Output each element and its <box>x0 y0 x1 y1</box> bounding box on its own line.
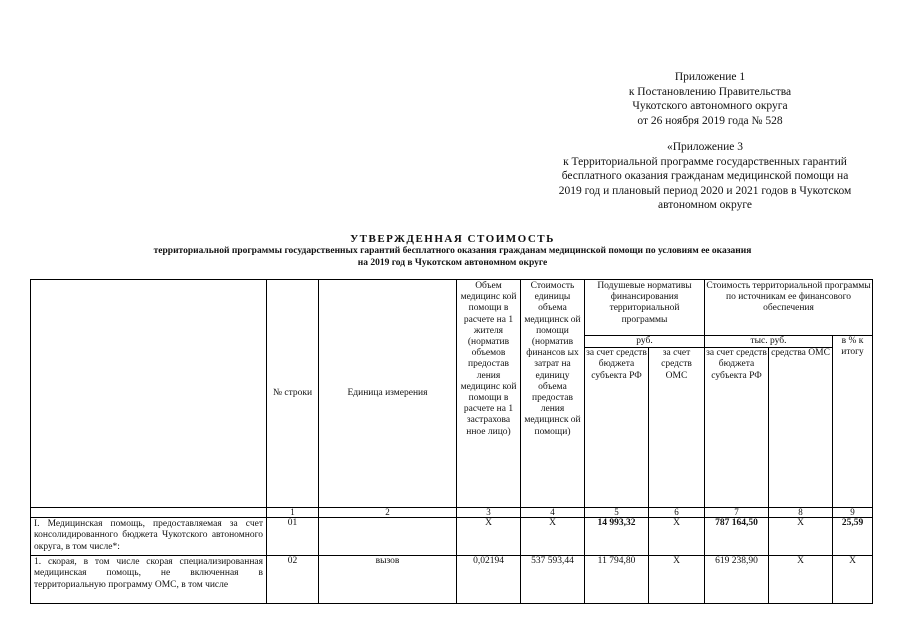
row-per-capita-oms: X <box>649 518 705 556</box>
column-number: 7 <box>705 508 769 518</box>
row-unit <box>319 518 457 556</box>
row-cost-oms: X <box>769 556 833 604</box>
column-number: 2 <box>319 508 457 518</box>
header-unit-cost: Стоимость единицы объема медицинск ой помощи (норматив финансов ых затрат на единицу объема предостав ления медицинск ой помощи) <box>521 280 585 508</box>
row-number: 02 <box>267 556 319 604</box>
row-unit-cost: 537 593,44 <box>521 556 585 604</box>
row-per-capita-budget: 14 993,32 <box>585 518 649 556</box>
column-number: 5 <box>585 508 649 518</box>
column-number: 6 <box>649 508 705 518</box>
header-per-capita-unit: руб. <box>585 336 705 348</box>
header-percent-total: в % к итогу <box>833 336 873 508</box>
annex-3-line: «Приложение 3 <box>666 141 744 153</box>
row-cost-budget: 619 238,90 <box>705 556 769 604</box>
row-label: 1. скорая, в том числе скорая специализированная медицинская помощь, не включенная в территориальную программу ОМС, в том числе <box>31 556 267 604</box>
document-subtitle-line-2: на 2019 год в Чукотском автономном округе <box>357 258 548 268</box>
row-per-capita-budget: 11 794,80 <box>585 556 649 604</box>
annex-1-line: Чукотского автономного округа <box>632 100 788 112</box>
row-cost-oms: X <box>769 518 833 556</box>
row-volume: 0,02194 <box>457 556 521 604</box>
table-row <box>31 556 873 604</box>
annex-3-line: 2019 год и плановый период 2020 и 2021 годов в Чукотском <box>558 184 852 197</box>
row-percent: X <box>833 556 873 604</box>
header-budget-rf-cost: за счет средств бюджета субъекта РФ <box>705 348 769 508</box>
row-cost-budget: 787 164,50 <box>705 518 769 556</box>
header-budget-rf: за счет средств бюджета субъекта РФ <box>585 348 649 508</box>
annex-1-line: Приложение 1 <box>674 71 746 83</box>
row-number: 01 <box>267 518 319 556</box>
row-unit: вызов <box>319 556 457 604</box>
annex-3-line: к Территориальной программе государственных гарантий <box>563 155 847 168</box>
program-cost-table <box>30 279 873 604</box>
header-cost-by-source: Стоимость территориальной программы по источникам ее финансового обеспечения <box>705 280 873 336</box>
column-number: 9 <box>833 508 873 518</box>
column-number-empty <box>31 508 267 518</box>
document-subtitle-line-1: территориальной программы государственных гарантий бесплатного оказания гражданам медицинской помощи по условиям ее оказания <box>153 246 752 256</box>
column-number: 1 <box>267 508 319 518</box>
row-per-capita-oms: X <box>649 556 705 604</box>
row-label: I. Медицинская помощь, предоставляемая за счет консолидированного бюджета Чукотского автономного округа, в том числе*: <box>31 518 267 556</box>
header-oms-funds: за счет средств ОМС <box>649 348 705 508</box>
header-volume: Объем медицинс кой помощи в расчете на 1 жителя (норматив объемов предостав ления медицинс кой помощи в расчете на 1 застрахова нное лицо) <box>457 280 521 508</box>
document-title: УТВЕРЖДЕННАЯ СТОИМОСТЬ <box>350 233 555 245</box>
column-number: 3 <box>457 508 521 518</box>
row-volume: X <box>457 518 521 556</box>
column-number: 8 <box>769 508 833 518</box>
row-percent: 25,59 <box>833 518 873 556</box>
header-cost-unit: тыс. руб. <box>705 336 833 348</box>
annex-3-line: автономном округе <box>657 199 753 211</box>
annex-1-line: от 26 ноября 2019 года № 528 <box>637 114 783 127</box>
header-oms-funds-cost: средства ОМС <box>769 348 833 508</box>
annex-1-line: к Постановлению Правительства <box>628 85 792 98</box>
column-number: 4 <box>521 508 585 518</box>
header-per-capita: Подушевые нормативы финансирования территориальной программы <box>585 280 705 336</box>
annex-1-block <box>590 70 830 128</box>
annex-3-block <box>520 140 890 213</box>
header-unit: Единица измерения <box>319 280 457 508</box>
annex-3-line: бесплатного оказания гражданам медицинской помощи на <box>561 170 849 182</box>
row-unit-cost: X <box>521 518 585 556</box>
header-label-empty <box>31 280 267 508</box>
header-row-number: № строки <box>267 280 319 508</box>
table-row <box>31 518 873 556</box>
